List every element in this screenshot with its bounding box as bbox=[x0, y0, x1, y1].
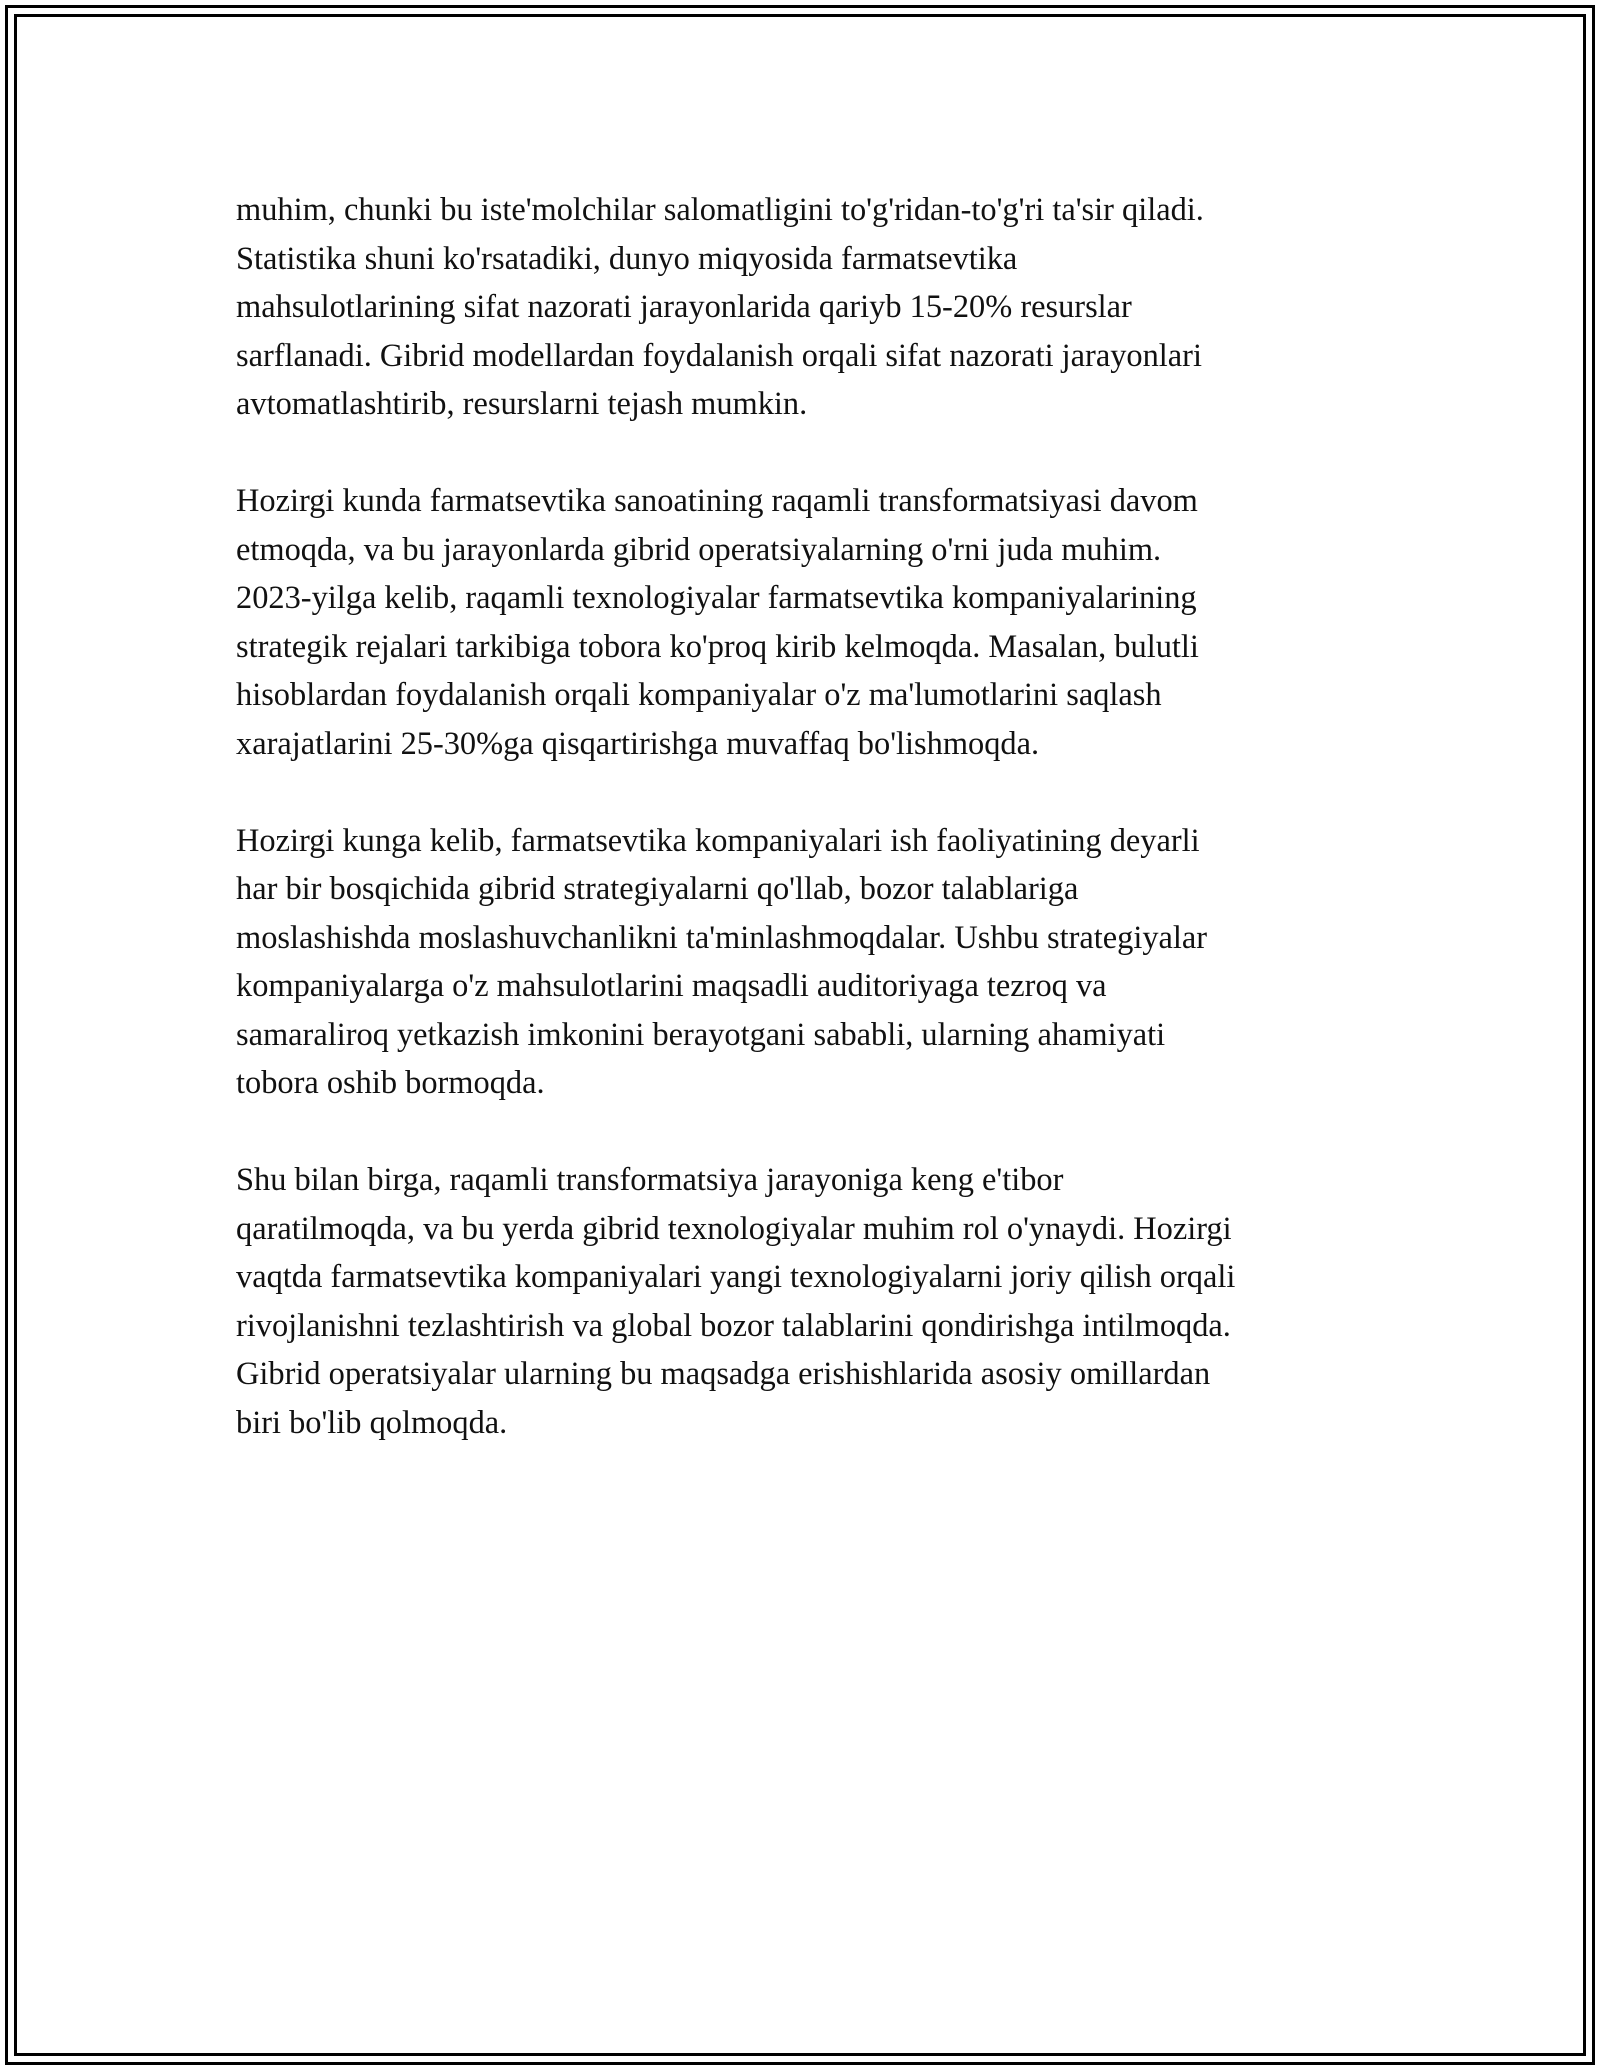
paragraph-2 bbox=[236, 477, 1406, 768]
text-line: mahsulotlarining sifat nazorati jarayonlarida qariyb 15-20% resurslar bbox=[236, 289, 1132, 325]
paragraph-3 bbox=[236, 817, 1406, 1108]
text-line: strategik rejalari tarkibiga tobora ko'proq kirib kelmoqda. Masalan, bulutli bbox=[236, 628, 1199, 665]
text-line: vaqtda farmatsevtika kompaniyalari yangi texnologiyalarni joriy qilish orqali bbox=[236, 1259, 1236, 1295]
text-line: rivojlanishni tezlashtirish va global bozor talablarini qondirishga intilmoqda. bbox=[236, 1307, 1231, 1344]
text-line: Gibrid operatsiyalar ularning bu maqsadga erishishlarida asosiy omillardan bbox=[236, 1356, 1211, 1392]
text-line: moslashishda moslashuvchanlikni ta'minlashmoqdalar. Ushbu strategiyalar bbox=[236, 919, 1208, 956]
text-line: muhim, chunki bu iste'molchilar salomatligini to'g'ridan-to'g'ri ta'sir qiladi. bbox=[236, 192, 1204, 228]
text-line: Statistika shuni ko'rsatadiki, dunyo miqyosida farmatsevtika bbox=[236, 240, 1018, 277]
text-line: qaratilmoqda, va bu yerda gibrid texnologiyalar muhim rol o'ynaydi. Hozirgi bbox=[236, 1210, 1232, 1247]
document-body bbox=[236, 186, 1406, 1496]
text-line: 2023-yilga kelib, raqamli texnologiyalar farmatsevtika kompaniyalarining bbox=[236, 580, 1197, 616]
text-line: hisoblardan foydalanish orqali kompaniyalar o'z ma'lumotlarini saqlash bbox=[236, 677, 1162, 713]
text-line: kompaniyalarga o'z mahsulotlarini maqsadli auditoriyaga tezroq va bbox=[236, 968, 1107, 1004]
text-line: tobora oshib bormoqda. bbox=[236, 1065, 545, 1101]
paragraph-1 bbox=[236, 186, 1406, 429]
paragraph-4 bbox=[236, 1156, 1406, 1447]
text-line: har bir bosqichida gibrid strategiyalarni qo'llab, bozor talablariga bbox=[236, 871, 1079, 907]
text-line: avtomatlashtirib, resurslarni tejash mumkin. bbox=[236, 386, 808, 422]
text-line: Hozirgi kunda farmatsevtika sanoatining raqamli transformatsiyasi davom bbox=[236, 483, 1198, 519]
text-line: samaraliroq yetkazish imkonini berayotgani sababli, ularning ahamiyati bbox=[236, 1016, 1166, 1053]
text-line: Shu bilan birga, raqamli transformatsiya jarayoniga keng e'tibor bbox=[236, 1162, 1064, 1198]
text-line: sarflanadi. Gibrid modellardan foydalanish orqali sifat nazorati jarayonlari bbox=[236, 337, 1202, 374]
text-line: etmoqda, va bu jarayonlarda gibrid operatsiyalarning o'rni juda muhim. bbox=[236, 531, 1162, 568]
text-line: biri bo'lib qolmoqda. bbox=[236, 1404, 508, 1441]
text-line: Hozirgi kunga kelib, farmatsevtika kompaniyalari ish faoliyatining deyarli bbox=[236, 822, 1200, 859]
text-line: xarajatlarini 25-30%ga qisqartirishga muvaffaq bo'lishmoqda. bbox=[236, 725, 1040, 762]
